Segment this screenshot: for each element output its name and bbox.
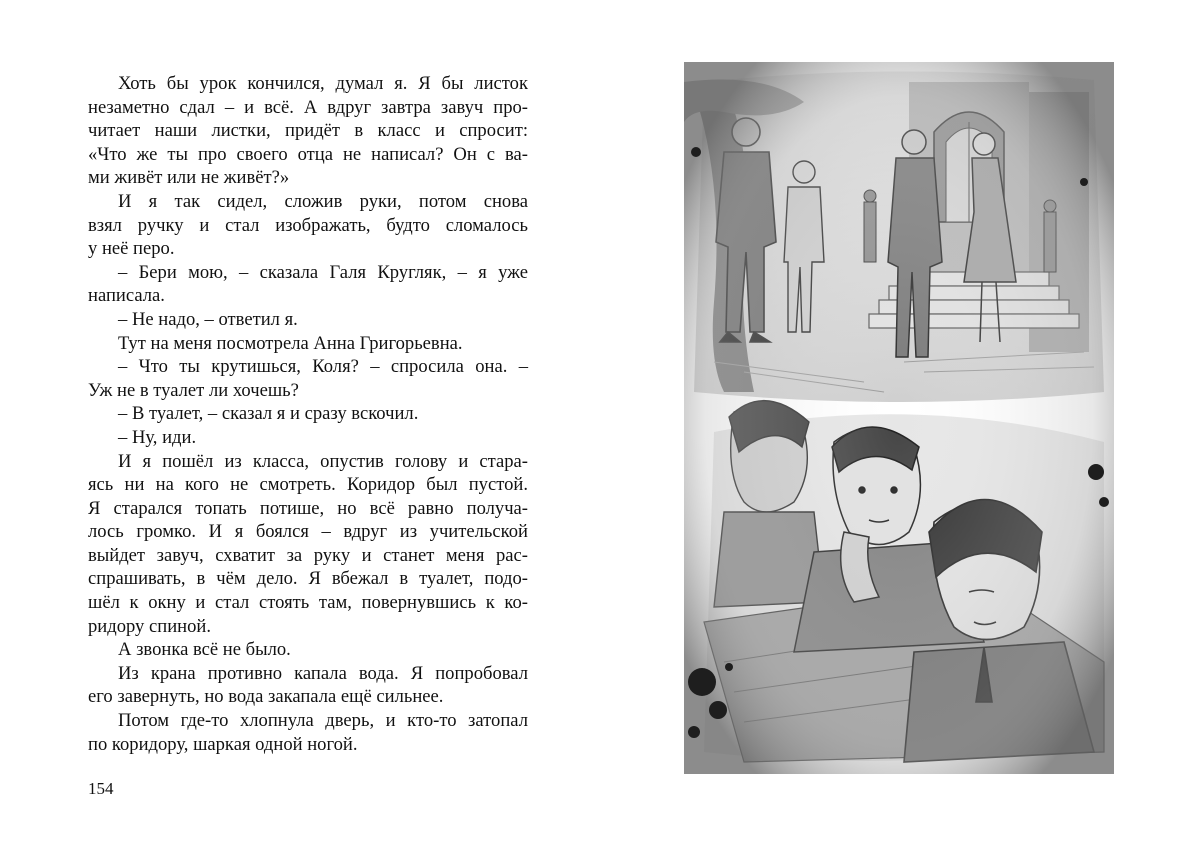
text-line: Из крана противно капала вода. Я попробовал xyxy=(118,662,528,684)
text-line: – Не надо, – ответил я. xyxy=(118,308,298,330)
text-line: его завернуть, но вода закапала ещё сильнее. xyxy=(88,686,444,708)
text-line: И я так сидел, сложив руки, потом снова xyxy=(118,190,528,212)
text-line: ясь ни на кого не смотреть. Коридор был пустой. xyxy=(88,474,528,496)
text-line: по коридору, шаркая одной ногой. xyxy=(88,733,358,755)
text-line: – Бери мою, – сказала Галя Кругляк, – я уже xyxy=(118,261,528,283)
text-line: взял ручку и стал изображать, будто сломалось xyxy=(88,214,528,236)
text-line: – Ну, иди. xyxy=(118,426,197,448)
text-line: спрашивать, в чём дело. Я вбежал в туалет, подо- xyxy=(88,568,528,590)
text-line: ми живёт или не живёт?» xyxy=(88,167,290,189)
text-line: А звонка всё не было. xyxy=(118,639,291,661)
text-line: незаметно сдал – и всё. А вдруг завтра завуч про- xyxy=(88,96,528,118)
text-line: Хоть бы урок кончился, думал я. Я бы листок xyxy=(118,73,528,94)
text-line: выйдет завуч, схватит за руку и станет меня рас- xyxy=(88,544,528,566)
body-text xyxy=(88,72,528,756)
text-line: «Что же ты про своего отца не написал? Он с ва- xyxy=(88,143,528,165)
right-page xyxy=(600,0,1200,856)
text-line: Тут на меня посмотрела Анна Григорьевна. xyxy=(118,332,463,354)
text-line: – Что ты крутишься, Коля? – спросила она. – xyxy=(118,356,528,378)
text-line: ридору спиной. xyxy=(88,615,212,637)
text-line: лось громко. И я боялся – вдруг из учительской xyxy=(88,521,528,543)
text-line: Уж не в туалет ли хочешь? xyxy=(88,379,299,401)
text-line: читает наши листки, придёт в класс и спросит: xyxy=(88,120,528,142)
text-line: написала. xyxy=(88,285,165,307)
text-line: шёл к окну и стал стоять там, повернувшись к ко- xyxy=(88,592,528,614)
text-line: Потом где-то хлопнула дверь, и кто-то затопал xyxy=(118,710,528,732)
page-number: 154 xyxy=(88,779,114,798)
text-line: – В туалет, – сказал я и сразу вскочил. xyxy=(118,403,419,425)
text-line: у неё перо. xyxy=(88,238,175,260)
text-line: Я старался топать потише, но всё равно получа- xyxy=(88,497,528,519)
text-line: И я пошёл из класса, опустив голову и стара- xyxy=(118,450,528,472)
illustration xyxy=(684,62,1114,774)
